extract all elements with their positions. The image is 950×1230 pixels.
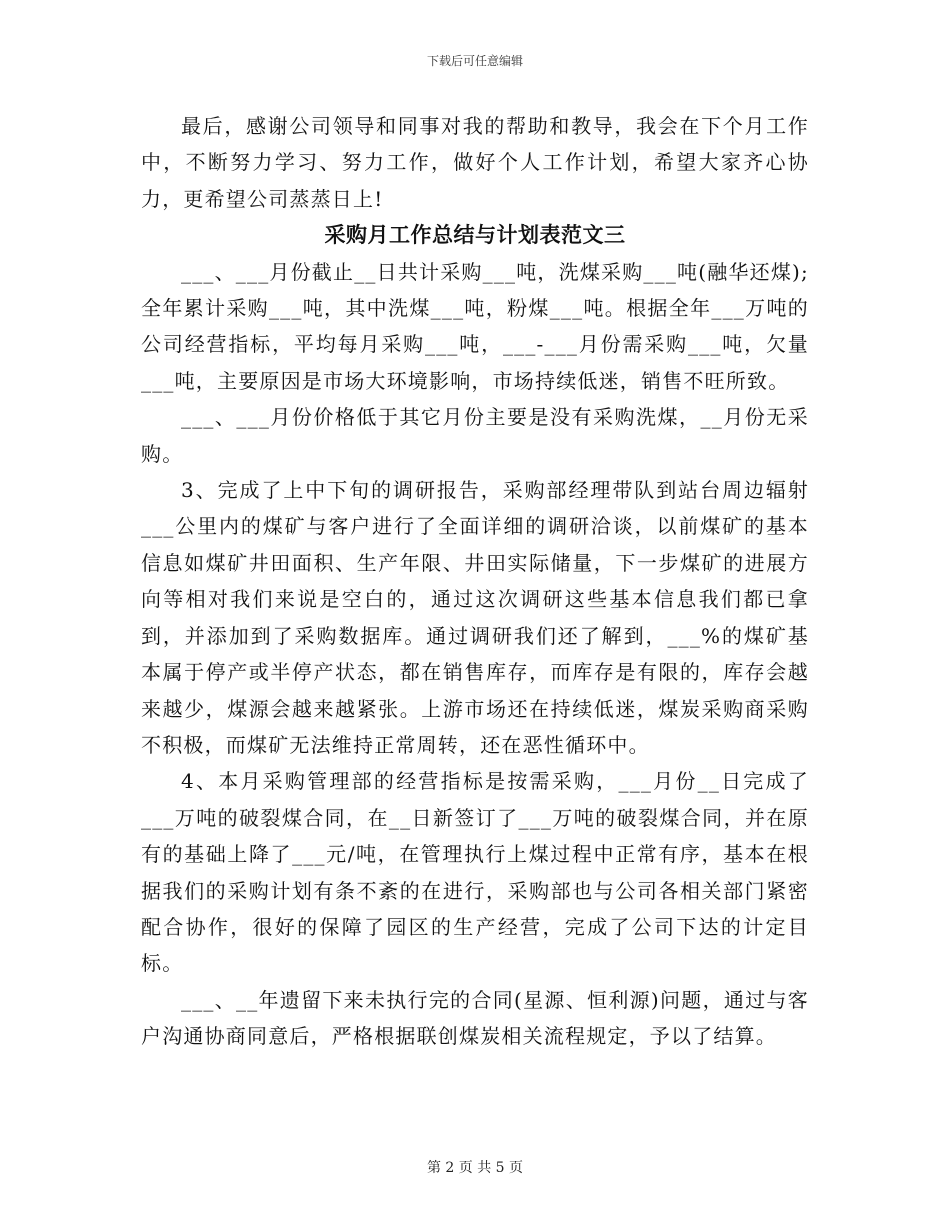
closing-paragraph: 最后，感谢公司领导和同事对我的帮助和教导，我会在下个月工作中，不断努力学习、努力工作，做好个人工作计划，希望大家齐心协力，更希望公司蒸蒸日上! xyxy=(141,114,809,211)
paragraph-4: 4、本月采购管理部的经营指标是按需采购，___月份__日完成了___万吨的破裂煤合同，在__日新签订了___万吨的破裂煤合同，并在原有的基础上降了___元/吨，在管理执行上煤过程中正常有序，基本在根据我们的采购计划有条不紊的在进行，采购部也与公司各相关部门紧密配合协作，很好的保障了园区的生产经营，完成了公司下达的计定目标。 xyxy=(141,769,809,976)
paragraph-2: ___、___月份价格低于其它月份主要是没有采购洗煤，__月份无采购。 xyxy=(141,405,809,466)
document-body xyxy=(141,108,809,1055)
header-note: 下载后可任意编辑 xyxy=(426,54,523,68)
paragraph-1: ___、___月份截止__日共计采购___吨，洗煤采购___吨(融华还煤);全年累计采购___吨，其中洗煤___吨，粉煤___吨。根据全年___万吨的公司经营指标，平均每月采购___吨，___-___月份需采购___吨，欠量___吨，主要原因是市场大环境影响，市场持续低迷，销售不旺所致。 xyxy=(141,259,809,393)
section-title: 采购月工作总结与计划表范文三 xyxy=(324,222,626,248)
paragraph-5: ___、__年遗留下来未执行完的合同(星源、恒利源)问题，通过与客户沟通协商同意后，严格根据联创煤炭相关流程规定，予以了结算。 xyxy=(141,987,809,1049)
page-indicator: 第 2 页 共 5 页 xyxy=(426,1160,524,1176)
paragraph-3: 3、完成了上中下旬的调研报告，采购部经理带队到站台周边辐射___公里内的煤矿与客户进行了全面详细的调研洽谈，以前煤矿的基本信息如煤矿井田面积、生产年限、井田实际储量，下一步煤矿的进展方向等相对我们来说是空白的，通过这次调研这些基本信息我们都已拿到，并添加到了采购数据库。通过调研我们还了解到，___%的煤矿基本属于停产或半停产状态，都在销售库存，而库存是有限的，库存会越来越少，煤源会越来越紧张。上游市场还在持续低迷，煤炭采购商采购不积极，而煤矿无法维持正常周转，还在恶性循环中。 xyxy=(141,478,809,757)
